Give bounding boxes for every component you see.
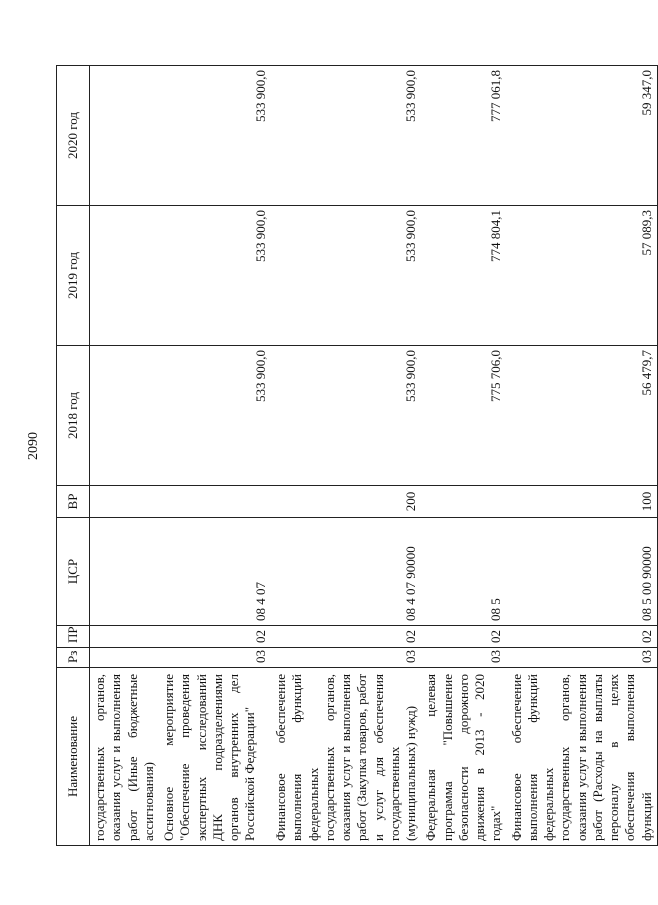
table-header-row [57, 66, 90, 846]
row-pr: 02 [271, 626, 421, 648]
row-2020: 533 900,0 [159, 66, 271, 206]
row-2019: 774 804,1 [421, 206, 506, 346]
row-2018 [90, 346, 160, 486]
row-csr [90, 518, 160, 626]
row-2019: 57 089,3 [507, 206, 658, 346]
row-rz: 03 [159, 648, 271, 668]
row-2018: 533 900,0 [271, 346, 421, 486]
row-csr: 08 4 07 90000 [271, 518, 421, 626]
header-csr: ЦСР [57, 518, 90, 626]
header-rz: Рз [57, 648, 90, 668]
row-name: Основное мероприятие "Обеспечение проведения экспертных исследований ДНК подразделениями органов внутренних дел Российской Федерации" [159, 668, 271, 846]
row-2019: 533 900,0 [159, 206, 271, 346]
table-row [507, 66, 658, 846]
header-name: Наименование [57, 668, 90, 846]
row-rz: 03 [421, 648, 506, 668]
row-vr [90, 486, 160, 518]
row-2020: 777 061,8 [421, 66, 506, 206]
page-number: 2090 [26, 432, 41, 460]
row-rz [90, 648, 160, 668]
row-vr: 200 [271, 486, 421, 518]
row-csr: 08 5 00 90000 [507, 518, 658, 626]
row-2020: 533 900,0 [271, 66, 421, 206]
row-pr: 02 [421, 626, 506, 648]
row-2020: 59 347,0 [507, 66, 658, 206]
header-pr: ПР [57, 626, 90, 648]
row-name: государственных органов, оказания услуг и выполнения работ (Иные бюджетные ассигнования) [90, 668, 160, 846]
row-name: Федеральная целевая программа "Повышение безопасности дорожного движения в 2013 - 2020 годах" [421, 668, 506, 846]
row-2018: 56 479,7 [507, 346, 658, 486]
row-2019 [90, 206, 160, 346]
table-row [421, 66, 506, 846]
row-pr: 02 [159, 626, 271, 648]
row-vr [159, 486, 271, 518]
row-pr [90, 626, 160, 648]
row-rz: 03 [507, 648, 658, 668]
row-2018: 533 900,0 [159, 346, 271, 486]
header-2018: 2018 год [57, 346, 90, 486]
header-vr: ВР [57, 486, 90, 518]
row-name: Финансовое обеспечение выполнения функций федеральных государственных органов, оказания услуг и выполнения работ (Расходы на выплаты персоналу в целях обеспечения выполнения функций [507, 668, 658, 846]
row-vr [421, 486, 506, 518]
row-2018: 775 706,0 [421, 346, 506, 486]
table-row [159, 66, 271, 846]
table-row [90, 66, 160, 846]
row-pr: 02 [507, 626, 658, 648]
budget-table-container [56, 66, 654, 846]
header-2019: 2019 год [57, 206, 90, 346]
row-csr: 08 5 [421, 518, 506, 626]
row-vr: 100 [507, 486, 658, 518]
row-2020 [90, 66, 160, 206]
row-name: Финансовое обеспечение выполнения функций федеральных государственных органов, оказания услуг и выполнения работ (Закупка товаров, работ и услуг для обеспечения государственных (муниципальных) нужд) [271, 668, 421, 846]
budget-table [56, 65, 658, 846]
row-rz: 03 [271, 648, 421, 668]
header-2020: 2020 год [57, 66, 90, 206]
row-2019: 533 900,0 [271, 206, 421, 346]
table-row [271, 66, 421, 846]
row-csr: 08 4 07 [159, 518, 271, 626]
